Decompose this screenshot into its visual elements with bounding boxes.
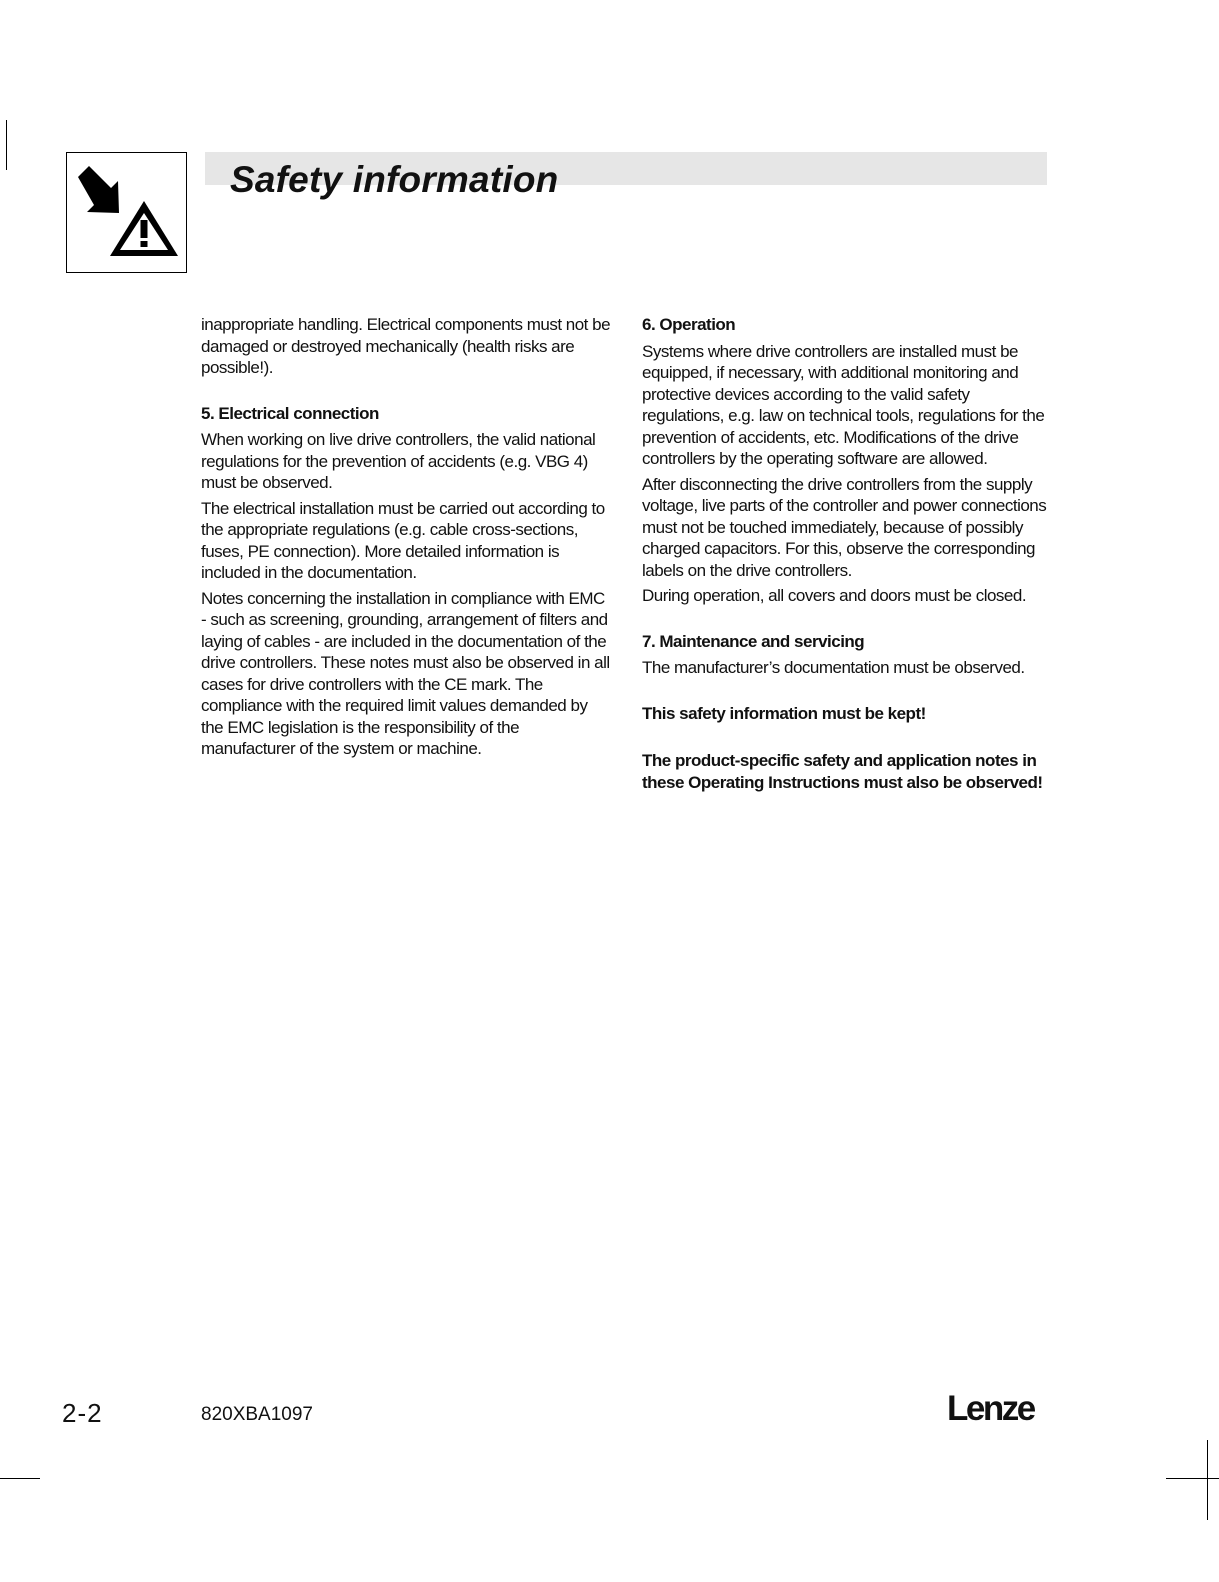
crop-mark-top-left [6, 120, 7, 170]
crop-mark-bottom-right-horizontal [1166, 1478, 1219, 1479]
section-6-paragraph-1: Systems where drive controllers are installed must be equipped, if necessary, with additional monitoring and protective devices according to the valid safety regulations, e.g. law on technical tools, regulations for the prevention of accidents, etc. Modifications of the drive controllers by the operating software are allowed. [642, 341, 1045, 468]
section-7-paragraph-1: The manufacturer’s documentation must be observed. [642, 658, 1025, 677]
page-number: 2-2 [62, 1398, 103, 1428]
document-code: 820XBA1097 [201, 1404, 313, 1425]
crop-mark-bottom-right-vertical [1207, 1440, 1208, 1520]
section-6-paragraph-3: During operation, all covers and doors must be closed. [642, 586, 1027, 605]
arrow-warning-triangle-icon [67, 153, 188, 274]
section-5-paragraph-2: The electrical installation must be carried out according to the appropriate regulations (e.g. cable cross-sections, fuses, PE connection). More detailed information is included in the documentation. [201, 498, 605, 582]
section-7-heading: 7. Maintenance and servicing [642, 631, 865, 651]
left-column [201, 314, 613, 764]
section-5-heading: 5. Electrical connection [201, 403, 379, 423]
section-6-paragraph-2: After disconnecting the drive controllers from the supply voltage, live parts of the controller and power connections must not be touched immediately, because of possibly charged capacitors. For this, observe the corresponding labels on the drive controllers. [642, 474, 1047, 580]
safety-icon-box [66, 152, 187, 273]
right-column [642, 314, 1054, 793]
safety-note-product-specific: The product-specific safety and application notes in these Operating Instructions must also be observed! [642, 751, 1043, 792]
intro-paragraph: inappropriate handling. Electrical components must not be damaged or destroyed mechanically (health risks are possible!). [201, 315, 611, 377]
section-5-paragraph-3: Notes concerning the installation in compliance with EMC - such as screening, grounding, arrangement of filters and laying of cables - are included in the documentation of the drive controllers. These notes must also be observed in all cases for drive controllers with the CE mark. The compliance with the required limit values demanded by the EMC legislation is the responsibility of the manufacturer of the system or machine. [201, 588, 610, 758]
section-6-heading: 6. Operation [642, 315, 736, 334]
crop-mark-bottom-left [0, 1478, 40, 1479]
page-title: Safety information [230, 159, 559, 200]
safety-note-keep: This safety information must be kept! [642, 703, 926, 723]
section-5-paragraph-1: When working on live drive controllers, the valid national regulations for the prevention of accidents (e.g. VBG 4) must be observed. [201, 430, 596, 492]
lenze-logo: Lenze [947, 1389, 1034, 1428]
